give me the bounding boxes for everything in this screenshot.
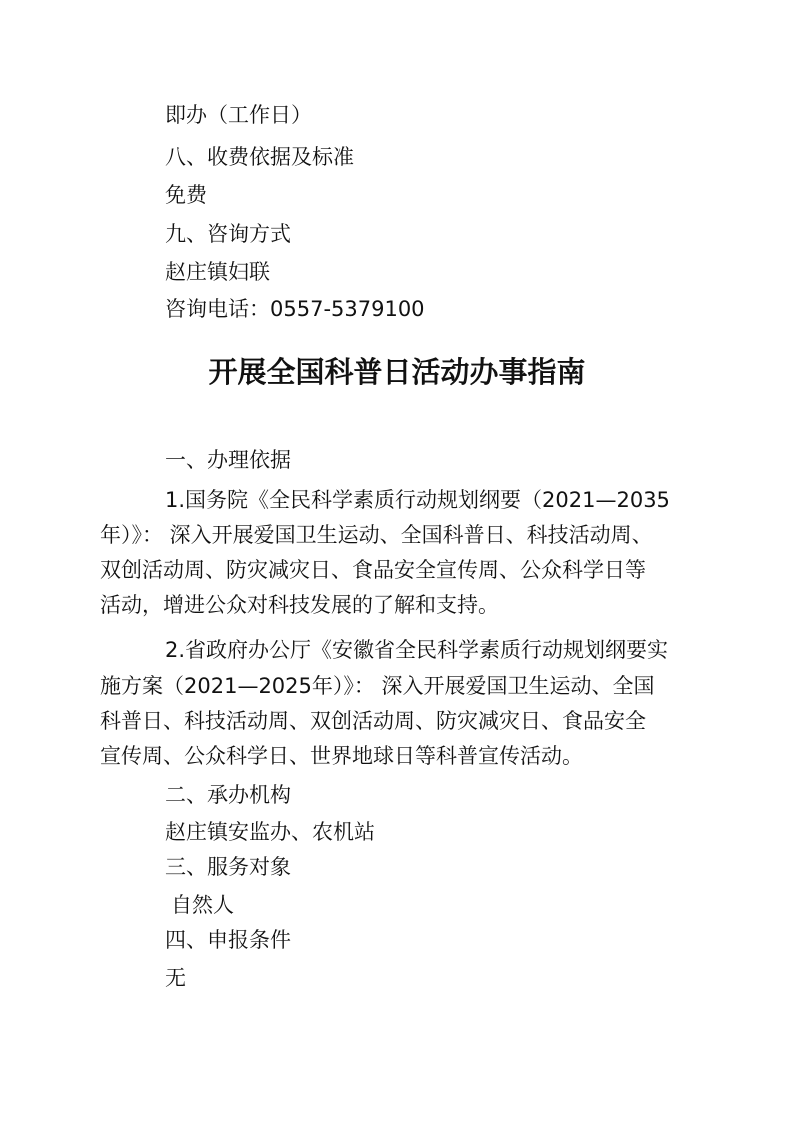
processing-time-value: 即办（工作日） xyxy=(165,103,312,127)
document-content xyxy=(100,0,694,1122)
basis-item1-line-2: 年）》： 深入开展爱国卫生运动、全国科普日、科技活动周、 xyxy=(100,523,653,547)
basis-item1-line-4: 活动，增进公众对科技发展的了解和支持。 xyxy=(100,593,499,617)
fee-basis-heading: 八、收费依据及标准 xyxy=(165,145,354,169)
consult-agency-value: 赵庄镇妇联 xyxy=(165,260,270,284)
service-target-heading: 三、服务对象 xyxy=(165,855,291,879)
basis-item2-line-3: 科普日、科技活动周、双创活动周、防灾减灾日、食品安全 xyxy=(100,709,646,733)
basis-heading: 一、办理依据 xyxy=(165,448,291,472)
conditions-value: 无 xyxy=(165,966,186,990)
service-target-value: 自然人 xyxy=(171,893,234,917)
basis-item2-line-2: 施方案（2021—2025年）》： 深入开展爱国卫生运动、全国 xyxy=(100,674,655,698)
organizer-value: 赵庄镇安监办、农机站 xyxy=(165,820,375,844)
basis-item2-line-1: 2.省政府办公厅《安徽省全民科学素质行动规划纲要实 xyxy=(165,638,669,662)
consult-phone-value: 咨询电话：0557-5379100 xyxy=(165,297,425,321)
consult-method-heading: 九、咨询方式 xyxy=(165,222,291,246)
organizer-heading: 二、承办机构 xyxy=(165,783,291,807)
basis-item2-line-4: 宣传周、公众科学日、世界地球日等科普宣传活动。 xyxy=(100,744,583,768)
document-title: 开展全国科普日活动办事指南 xyxy=(208,355,586,389)
fee-value: 免费 xyxy=(165,183,207,207)
basis-item1-line-1: 1.国务院《全民科学素质行动规划纲要（2021—2035 xyxy=(165,488,670,512)
basis-item1-line-3: 双创活动周、防灾减灾日、食品安全宣传周、公众科学日等 xyxy=(100,558,646,582)
conditions-heading: 四、申报条件 xyxy=(165,928,291,952)
